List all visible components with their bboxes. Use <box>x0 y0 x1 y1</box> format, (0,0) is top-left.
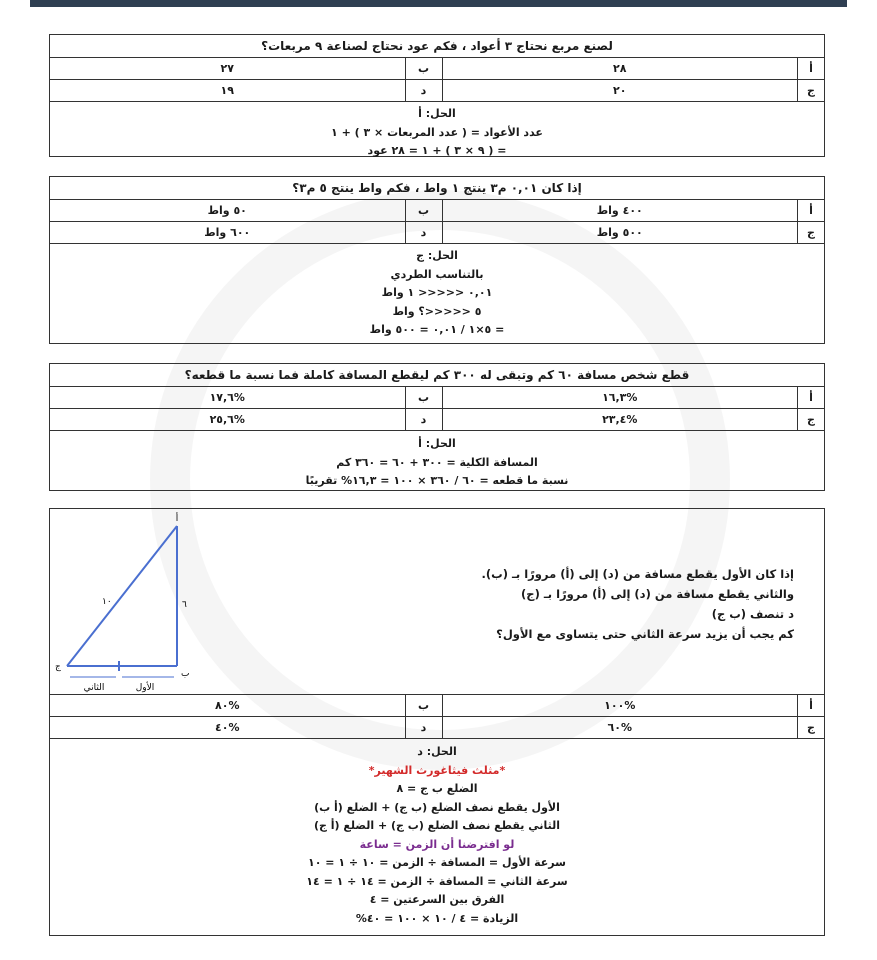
question-4-line: كم يجب أن يزيد سرعة الثاني حتى يتساوى مع الأول؟ <box>496 627 794 641</box>
solution-line: الحل: ج <box>416 249 458 262</box>
solution-line: الفرق بين السرعتين = ٤ <box>369 893 505 906</box>
solution-4 <box>50 739 824 928</box>
option-a-letter: أ <box>797 387 824 408</box>
option-d-letter: د <box>405 80 443 101</box>
side-ac <box>67 526 177 666</box>
option-c-value: ٦٠% <box>607 721 632 734</box>
option-d-letter: د <box>405 717 443 738</box>
option-b-value: ٥٠ واط <box>207 204 247 217</box>
vertex-b-label: ب <box>181 669 190 679</box>
solution-2 <box>50 244 824 340</box>
solution-line: ٥ <<<<<؟ واط <box>392 304 482 318</box>
vert-length-label: ٦ <box>182 600 187 610</box>
option-c-value: ٥٠٠ واط <box>596 226 643 239</box>
question-4-line: إذا كان الأول يقطع مسافة من (د) إلى (أ) مرورًا بـ (ب). <box>481 567 794 581</box>
question-2-card <box>49 176 825 344</box>
solution-line: الزيادة = ٤ / ١٠ × ١٠٠ = ٤٠% <box>355 911 519 925</box>
question-1-text: لصنع مربع نحتاج ٣ أعواد ، فكم عود نحتاج لصناعة ٩ مربعات؟ <box>50 35 824 58</box>
option-b-letter: ب <box>405 200 443 221</box>
question-4-line: د تنصف (ب ج) <box>711 607 794 621</box>
solution-line: الأول يقطع نصف الضلع (ب ج) + الضلع (أ ب) <box>314 800 560 814</box>
question-4-stem <box>50 509 824 695</box>
vertex-c-label: ج <box>55 662 61 672</box>
option-d-value: ٦٠٠ واط <box>204 226 251 239</box>
question-4-line: والثاني يقطع مسافة من (د) إلى (أ) مرورًا بـ (ج) <box>521 587 794 601</box>
options-row-1 <box>50 695 824 717</box>
option-c-letter: ج <box>797 717 824 738</box>
option-d-value: ١٩ <box>220 84 234 97</box>
first-label: الأول <box>135 683 155 693</box>
solution-line: = ٥×١ / ٠,٠١ = ٥٠٠ واط <box>369 323 505 336</box>
option-d-value: ٤٠% <box>215 721 240 734</box>
solution-1 <box>50 102 824 161</box>
solution-line: الحل: أ <box>418 437 456 450</box>
solution-line: سرعة الثاني = المسافة ÷ الزمن = ١٤ ÷ ١ = ١٤ <box>306 874 568 888</box>
option-d-letter: د <box>405 409 443 430</box>
option-a-value: ١٦,٣% <box>602 391 638 404</box>
options-row-2 <box>50 409 824 431</box>
solution-line: المسافة الكلية = ٣٠٠ + ٦٠ = ٣٦٠ كم <box>336 455 538 469</box>
second-label: الثاني <box>83 683 105 693</box>
solution-line: الحل: أ <box>418 107 456 120</box>
options-row-2 <box>50 80 824 102</box>
option-c-value: ٢٠ <box>613 84 627 97</box>
option-d-letter: د <box>405 222 443 243</box>
option-b-letter: ب <box>405 387 443 408</box>
option-a-value: ١٠٠% <box>604 699 636 712</box>
option-a-letter: أ <box>797 58 824 79</box>
solution-line-highlight: *مثلث فيثاغورث الشهير* <box>368 763 506 777</box>
options-row-2 <box>50 717 824 739</box>
option-a-letter: أ <box>797 200 824 221</box>
option-b-value: ١٧,٦% <box>209 391 245 404</box>
triangle-figure <box>50 509 220 694</box>
question-3-card <box>49 363 825 491</box>
top-bar <box>30 0 847 7</box>
question-2-text: إذا كان ٠,٠١ م٣ ينتج ١ واط ، فكم واط ينتج ٥ م٣؟ <box>50 177 824 200</box>
solution-line: ٠,٠١ <<<<< ١ واط <box>381 286 493 299</box>
solution-line: سرعة الأول = المسافة ÷ الزمن = ١٠ ÷ ١ = ١٠ <box>308 856 566 869</box>
option-c-letter: ج <box>797 222 824 243</box>
question-4-text <box>374 564 794 644</box>
hyp-length-label: ١٠ <box>102 597 112 607</box>
solution-line: بالتناسب الطردي <box>390 267 484 281</box>
option-b-value: ٨٠% <box>215 699 240 712</box>
solution-line: الحل: د <box>417 745 457 758</box>
option-c-value: ٢٣,٤% <box>602 413 638 426</box>
option-a-value: ٢٨ <box>613 62 627 75</box>
option-c-letter: ج <box>797 409 824 430</box>
option-b-letter: ب <box>405 58 443 79</box>
options-row-1 <box>50 387 824 409</box>
vertex-a-label: أ <box>175 514 179 524</box>
question-3-text: قطع شخص مسافة ٦٠ كم وتبقى له ٣٠٠ كم ليقطع المسافة كاملة فما نسبة ما قطعه؟ <box>50 364 824 387</box>
option-d-value: ٢٥,٦% <box>209 413 245 426</box>
question-4-card <box>49 508 825 936</box>
solution-line-assumption: لو افترضنا أن الزمن = ساعة <box>359 837 515 851</box>
option-b-letter: ب <box>405 695 443 716</box>
option-b-value: ٢٧ <box>220 62 234 75</box>
solution-line: عدد الأعواد = ( عدد المربعات × ٣ ) + ١ <box>331 125 543 139</box>
solution-line: الثاني يقطع نصف الضلع (ب ج) + الضلع (أ ج) <box>313 819 561 832</box>
solution-line: = ( ٩ × ٣ ) + ١ = ٢٨ عود <box>367 144 507 157</box>
solution-line: نسبة ما قطعه = ٦٠ / ٣٦٠ × ١٠٠ = ١٦,٣% تقريبًا <box>305 474 569 487</box>
options-row-2 <box>50 222 824 244</box>
solution-3 <box>50 431 824 491</box>
solution-line: الضلع ب ج = ٨ <box>396 782 478 795</box>
option-a-letter: أ <box>797 695 824 716</box>
options-row-1 <box>50 200 824 222</box>
option-c-letter: ج <box>797 80 824 101</box>
option-a-value: ٤٠٠ واط <box>596 204 643 217</box>
question-1-card <box>49 34 825 157</box>
options-row-1 <box>50 58 824 80</box>
